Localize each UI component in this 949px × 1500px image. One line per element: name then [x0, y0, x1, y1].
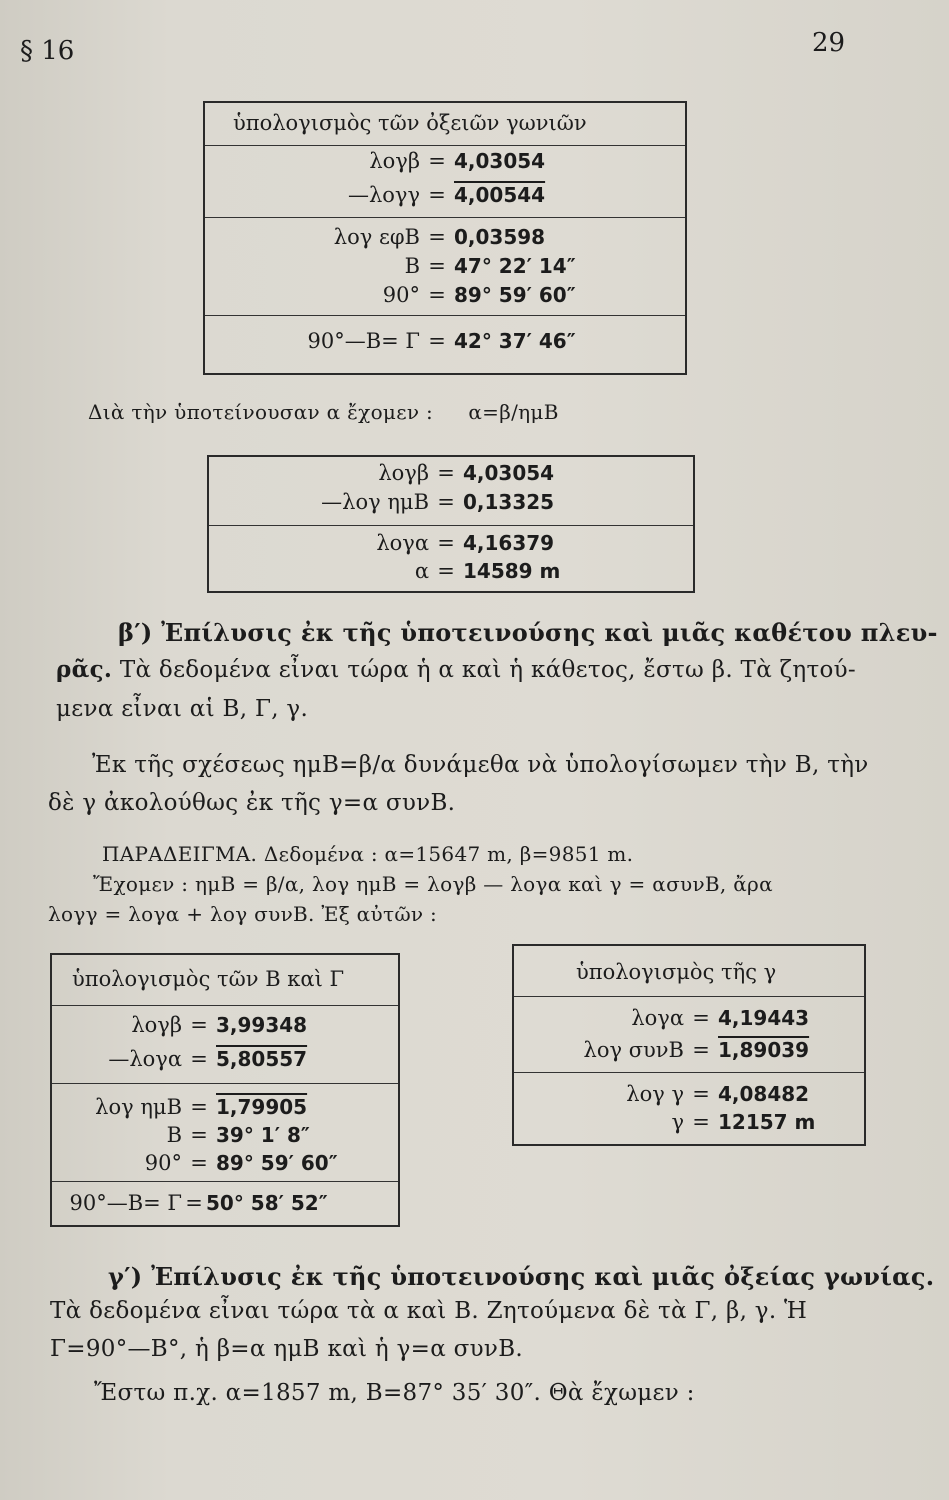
section-b-line: μενα εἶναι αἱ Β, Γ, γ.	[56, 696, 309, 722]
table-row: —λογγ = 4,00544	[347, 183, 546, 207]
table-hypotenuse	[207, 455, 695, 593]
table-row: λογ ημΒ = 1,79905	[95, 1095, 308, 1119]
table-side-g	[512, 944, 866, 1146]
table-angles-b-g	[50, 953, 400, 1227]
table-row: λογβ = 3,99348	[131, 1013, 308, 1037]
table-title: ὑπολογισμὸς τῶν ὀξειῶν γωνιῶν	[233, 111, 587, 135]
table-row: 90°—Β= Γ = 42° 37′ 46″	[307, 329, 576, 353]
example-line: λογγ = λογα + λογ συνΒ. Ἐξ αὐτῶν :	[48, 902, 438, 926]
section-b-heading: β′) Ἐπίλυσις ἐκ τῆς ὑποτεινούσης καὶ μιᾶς καθέτου πλευ-	[118, 618, 938, 647]
table-row: λογ εφΒ = 0,03598	[333, 225, 546, 249]
table-row: 90° = 89° 59′ 60″	[144, 1151, 338, 1175]
section-c-line: Τὰ δεδομένα εἶναι τώρα τὰ α καὶ Β. Ζητούμενα δὲ τὰ Γ, β, γ. Ἡ	[50, 1298, 808, 1324]
table-row: λογα = 4,19443	[631, 1006, 810, 1030]
table-row: λογ γ = 4,08482	[626, 1082, 810, 1106]
section-b-line: δὲ γ ἀκολούθως ἐκ τῆς γ=α συνΒ.	[48, 790, 456, 816]
table-row: —λογα = 5,80557	[108, 1047, 308, 1071]
table-row: Β = 47° 22′ 14″	[404, 254, 576, 278]
section-c-line: Γ=90°—Β°, ἡ β=α ημΒ καὶ ἡ γ=α συνΒ.	[50, 1336, 524, 1362]
table-row: λογ συνΒ = 1,89039	[583, 1038, 810, 1062]
table-title: ὑπολογισμὸς τῆς γ	[576, 960, 777, 984]
section-b-line: ρᾶς. Τὰ δεδομένα εἶναι τώρα ἡ α καὶ ἡ κάθετος, ἔστω β. Τὰ ζητού-	[56, 656, 857, 683]
section-c-heading: γ′) Ἐπίλυσις ἐκ τῆς ὑποτεινούσης καὶ μιᾶς ὀξείας γωνίας.	[108, 1262, 935, 1291]
table-row: λογα = 4,16379	[376, 531, 555, 555]
table-title: ὑπολογισμὸς τῶν Β καὶ Γ	[72, 967, 345, 991]
table-row: α = 14589 m	[414, 559, 561, 583]
table-row: γ = 12157 m	[671, 1110, 816, 1134]
example-line: Ἔχομεν : ημΒ = β/α, λογ ημΒ = λογβ — λογα καὶ γ = ασυνΒ, ἄρα	[93, 872, 773, 896]
table-row: λογβ = 4,03054	[369, 149, 546, 173]
section-b-line: Ἐκ τῆς σχέσεως ημΒ=β/α δυνάμεθα νὰ ὑπολογίσωμεν τὴν Β, τὴν	[92, 752, 869, 778]
table-row: —λογ ημΒ = 0,13325	[321, 490, 555, 514]
table-acute-angles	[203, 101, 687, 375]
table-row: 90° = 89° 59′ 60″	[382, 283, 576, 307]
table-row: Β = 39° 1′ 8″	[166, 1123, 310, 1147]
example-given: ΠΑΡΑΔΕΙΓΜΑ. Δεδομένα : α=15647 m, β=9851 m.	[102, 842, 634, 866]
page-number: 29	[812, 28, 846, 58]
section-c-line: Ἔστω π.χ. α=1857 m, Β=87° 35′ 30″. Θὰ ἔχωμεν :	[94, 1380, 695, 1406]
table-row: 90°—Β= Γ = 50° 58′ 52″	[69, 1191, 328, 1215]
section-number: § 16	[20, 36, 75, 66]
table-row: λογβ = 4,03054	[378, 461, 555, 485]
hypotenuse-intro: Διὰ τὴν ὑποτείνουσαν α ἔχομεν : α=β/ημΒ	[88, 400, 559, 424]
